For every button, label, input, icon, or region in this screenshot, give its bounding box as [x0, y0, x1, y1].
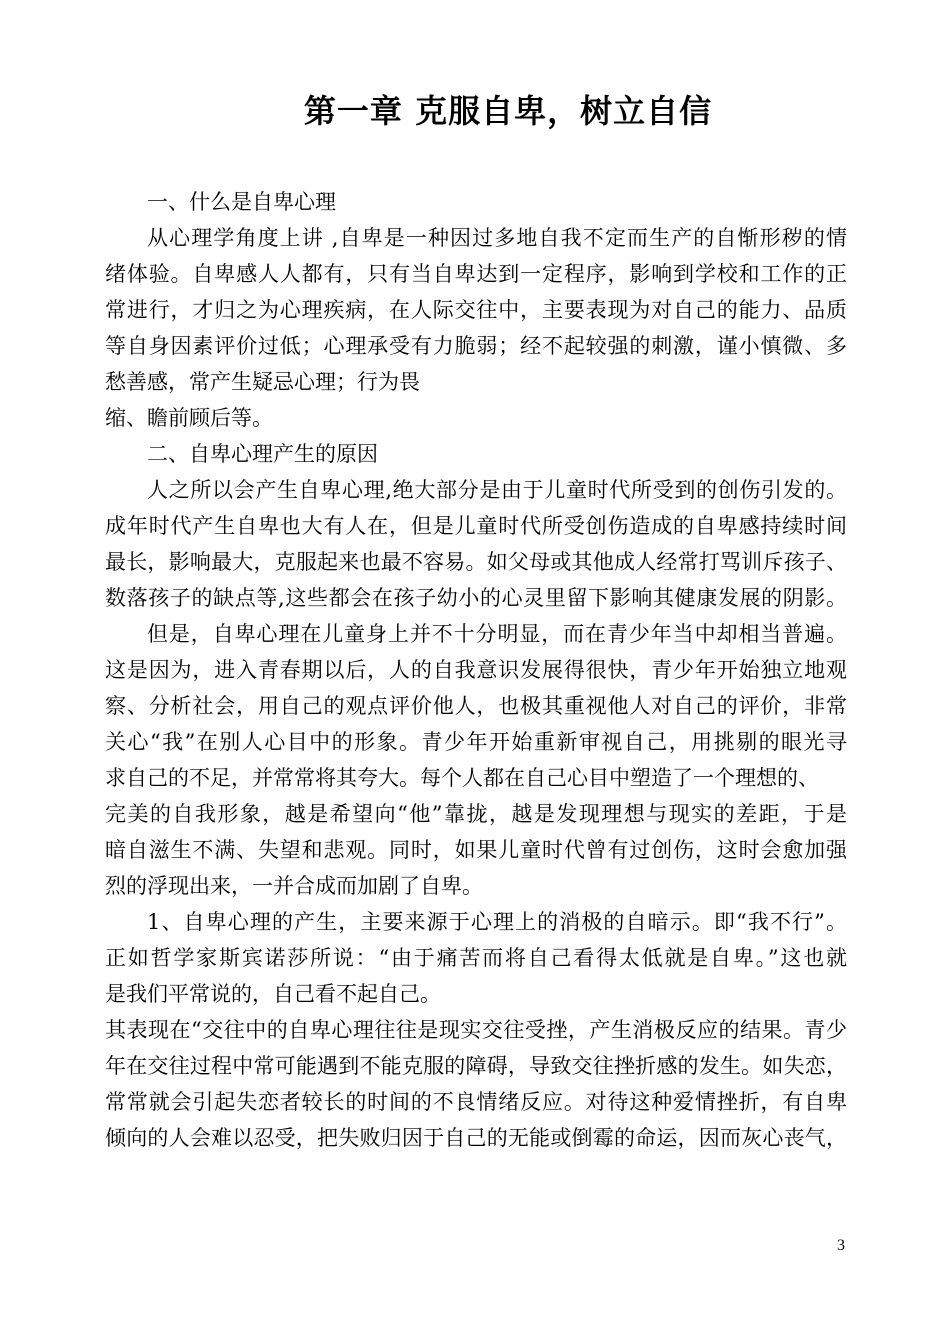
paragraph-line: 愁善感，常产生疑忌心理；行为畏	[105, 370, 420, 394]
section-heading-1: 一、什么是自卑心理	[147, 190, 336, 214]
body-text	[105, 184, 847, 1156]
paragraph-line: 数落孩子的缺点等,这些都会在孩子幼小的心灵里留下影响其健康发展的阴影。	[105, 586, 847, 610]
paragraph-line: 等自身因素评价过低；心理承受有力脆弱；经不起较强的刺激，谨小慎微、多	[105, 334, 847, 358]
paragraph-line: 烈的浮现出来，一并合成而加剧了自卑。	[105, 874, 483, 898]
paragraph-line: 是我们平常说的，自己看不起自己。	[105, 982, 441, 1006]
paragraph-line: 完美的自我形象，越是希望向“他”靠拢，越是发现理想与现实的差距，于是	[105, 802, 847, 826]
chapter-title: 第一章 克服自卑，树立自信	[303, 92, 713, 130]
paragraph-line: 成年时代产生自卑也大有人在，但是儿童时代所受创伤造成的自卑感持续时间	[105, 514, 847, 538]
paragraph-line: 最长，影响最大，克服起来也最不容易。如父母或其他成人经常打骂训斥孩子、	[105, 550, 847, 574]
page-number: 3	[837, 1237, 845, 1254]
paragraph-line: 察、分析社会，用自己的观点评价他人，也极其重视他人对自己的评价，非常	[105, 694, 847, 718]
paragraph-line: 绪体验。自卑感人人都有，只有当自卑达到一定程序，影响到学校和工作的正	[105, 262, 847, 286]
paragraph-line: 常进行，才归之为心理疾病，在人际交往中，主要表现为对自己的能力、品质	[105, 298, 847, 322]
paragraph-line: 从心理学角度上讲 ,自卑是一种因过多地自我不定而生产的自惭形秽的情	[147, 226, 847, 250]
paragraph-line: 但是，自卑心理在儿童身上并不十分明显，而在青少年当中却相当普遍。	[147, 622, 847, 646]
paragraph-line: 倾向的人会难以忍受，把失败归因于自己的无能或倒霉的命运，因而灰心丧气，	[105, 1126, 847, 1150]
section-heading-2: 二、自卑心理产生的原因	[147, 442, 378, 466]
paragraph-line: 正如哲学家斯宾诺莎所说：“由于痛苦而将自己看得太低就是自卑。”这也就	[105, 946, 847, 970]
paragraph-line: 人之所以会产生自卑心理,绝大部分是由于儿童时代所受到的创伤引发的。	[147, 478, 847, 502]
paragraph-line: 这是因为，进入青春期以后，人的自我意识发展得很快，青少年开始独立地观	[105, 658, 847, 682]
paragraph-line: 关心“我”在别人心目中的形象。青少年开始重新审视自己，用挑剔的眼光寻	[105, 730, 847, 754]
paragraph-line: 暗自滋生不满、失望和悲观。同时，如果儿童时代曾有过创伤，这时会愈加强	[105, 838, 847, 862]
paragraph-line: 1、自卑心理的产生，主要来源于心理上的消极的自暗示。即“我不行”。	[147, 910, 847, 934]
paragraph-line: 其表现在“交往中的自卑心理往往是现实交往受挫，产生消极反应的结果。青少	[105, 1018, 847, 1042]
paragraph-line: 求自己的不足，并常常将其夸大。每个人都在自己心目中塑造了一个理想的、	[105, 766, 819, 790]
paragraph-line: 缩、瞻前顾后等。	[105, 406, 273, 430]
paragraph-line: 年在交往过程中常可能遇到不能克服的障碍，导致交往挫折感的发生。如失恋，	[105, 1054, 847, 1078]
paragraph-line: 常常就会引起失恋者较长的时间的不良情绪反应。对待这种爱情挫折，有自卑	[105, 1090, 847, 1114]
